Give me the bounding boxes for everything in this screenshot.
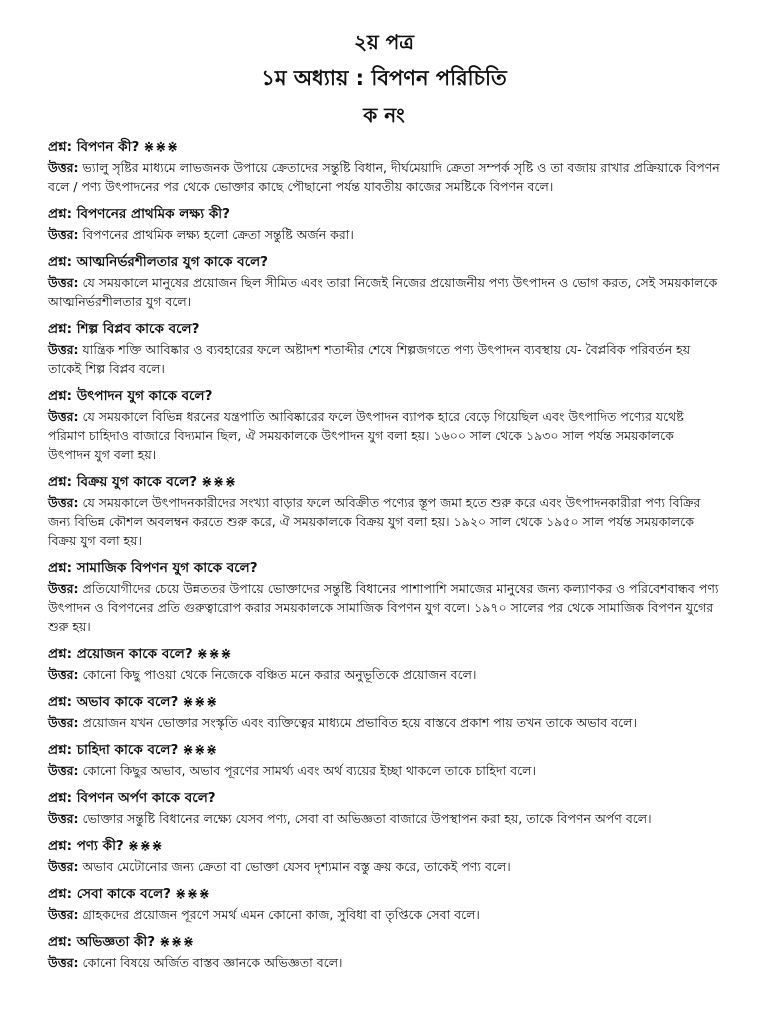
answer-prefix: উত্তর: — [48, 409, 79, 425]
qa-item — [48, 692, 720, 732]
question — [48, 386, 720, 407]
question — [48, 204, 720, 225]
answer-prefix: উত্তর: — [48, 227, 79, 243]
importance-stars: ⋇⋇⋇ — [127, 838, 164, 855]
question-prefix: প্রশ্ন: — [48, 790, 72, 807]
qa-item — [48, 204, 720, 244]
question — [48, 252, 720, 273]
answer-text: কোনো কিছুর অভাব, অভাব পূরণের সামর্থ্য এবং অর্থ ব্যয়ের ইচ্ছা থাকলে তাকে চাহিদা বলে। — [82, 763, 536, 779]
answer-prefix: উত্তর: — [48, 160, 79, 176]
answer-prefix: উত্তর: — [48, 275, 79, 291]
question-prefix: প্রশ্ন: — [48, 742, 72, 759]
answer — [48, 713, 720, 732]
answer — [48, 225, 720, 244]
qa-item — [48, 319, 720, 378]
question-prefix: প্রশ্ন: — [48, 474, 72, 491]
question — [48, 932, 720, 953]
answer — [48, 905, 720, 924]
qa-item — [48, 252, 720, 311]
importance-stars: ⋇⋇⋇ — [182, 694, 218, 711]
question-text: সেবা কাকে বলে? — [76, 886, 171, 903]
question-text: সামাজিক বিপণন যুগ কাকে বলে? — [76, 560, 258, 577]
qa-item — [48, 884, 720, 924]
answer-prefix: উত্তর: — [48, 859, 79, 875]
question — [48, 319, 720, 340]
answer — [48, 665, 720, 684]
answer-prefix: উত্তর: — [48, 342, 79, 358]
question-prefix: প্রশ্ন: — [48, 388, 72, 405]
answer-text: প্রতিযোগীদের চেয়ে উন্নততর উপায়ে ভোক্তাদের সন্তুষ্টি বিধানের পাশাপাশি সমাজের মানুষের জন্য কল্যাণকর ও পরিবেশবান্ধব পণ্য উৎপাদন ও বিপণনের প্রতি গুরুত্বারোপ করার সময়কালকে সামাজিক বিপণন যুগ বলে। ১৯৭০ সালের পর থেকে সামাজিক বিপণন যুগের শুরু হয়। — [48, 581, 719, 635]
importance-stars: ⋇⋇⋇ — [182, 742, 218, 759]
qa-item — [48, 386, 720, 464]
importance-stars: ⋇⋇⋇ — [159, 934, 195, 951]
answer-text: কোনো বিষয়ে অর্জিত বাস্তব জ্ঞানকে অভিজ্ঞতা বলে। — [82, 955, 343, 971]
answer — [48, 857, 720, 876]
question-text: বিপণনের প্রাথমিক লক্ষ্য কী? — [76, 206, 230, 223]
question-prefix: প্রশ্ন: — [48, 934, 72, 951]
question-prefix: প্রশ্ন: — [48, 838, 72, 855]
answer-text: ভোক্তার সন্তুষ্টি বিধানের লক্ষ্যে যেসব পণ্য, সেবা বা অভিজ্ঞতা বাজারে উপস্থাপন করা হয়, তাকে বিপণন অর্পণ বলে। — [82, 811, 652, 827]
question-text: পণ্য কী? — [76, 838, 124, 855]
answer-text: কোনো কিছু পাওয়া থেকে নিজেকে বঞ্চিত মনে করার অনুভূতিকে প্রয়োজন বলে। — [82, 667, 477, 683]
qa-item — [48, 788, 720, 828]
qa-item — [48, 472, 720, 550]
question-prefix: প্রশ্ন: — [48, 886, 72, 903]
answer — [48, 953, 720, 972]
question-text: বিক্রয় যুগ কাকে বলে? — [76, 474, 198, 491]
question-text: অভিজ্ঞতা কী? — [76, 934, 156, 951]
qa-item — [48, 137, 720, 196]
qa-item — [48, 740, 720, 780]
question-prefix: প্রশ্ন: — [48, 139, 72, 156]
question-text: বিপণন অর্পণ কাকে বলে? — [76, 790, 216, 807]
answer — [48, 493, 720, 550]
question-text: আত্মনির্ভরশীলতার যুগ কাকে বলে? — [76, 254, 269, 271]
answer — [48, 340, 720, 378]
qa-item — [48, 644, 720, 684]
qa-item — [48, 836, 720, 876]
answer-prefix: উত্তর: — [48, 811, 79, 827]
answer-prefix: উত্তর: — [48, 763, 79, 779]
qa-list — [48, 137, 720, 972]
question — [48, 692, 720, 713]
answer-text: বিপণনের প্রাথমিক লক্ষ্য হলো ক্রেতা সন্তুষ্টি অর্জন করা। — [82, 227, 354, 243]
answer-text: যে সময়কালে উৎপাদনকারীদের সংখ্যা বাড়ার ফলে অবিক্রীত পণ্যের স্তূপ জমা হতে শুরু করে এবং উৎপাদনকারীরা পণ্য বিক্রির জন্য বিভিন্ন কৌশল অবলম্বন করতে শুরু করে, ঐ সময়কালকে বিক্রয় যুগ বলা হয়। ১৯২০ সাল থেকে ১৯৫০ সাল পর্যন্ত সময়কালকে বিক্রয় যুগ বলা হয়। — [48, 495, 701, 549]
question — [48, 472, 720, 493]
answer-text: যান্ত্রিক শক্তি আবিষ্কার ও ব্যবহারের ফলে অষ্টাদশ শতাব্দীর শেষে শিল্পজগতে পণ্য উৎপাদন ব্যবস্থায় যে- বৈপ্লবিক পরিবর্তন হয় তাকেই শিল্প বিপ্লব বলে। — [48, 342, 691, 377]
answer-prefix: উত্তর: — [48, 715, 79, 731]
question — [48, 137, 720, 158]
answer-prefix: উত্তর: — [48, 955, 79, 971]
question — [48, 740, 720, 761]
question-text: অভাব কাকে বলে? — [76, 694, 179, 711]
answer — [48, 809, 720, 828]
question — [48, 836, 720, 857]
question-prefix: প্রশ্ন: — [48, 694, 72, 711]
answer-prefix: উত্তর: — [48, 907, 79, 923]
question — [48, 884, 720, 905]
importance-stars: ⋇⋇⋇ — [196, 646, 233, 663]
question — [48, 788, 720, 809]
answer-text: যে সময়কালে মানুষের প্রয়োজন ছিল সীমিত এবং তারা নিজেই নিজের প্রয়োজনীয় পণ্য উৎপাদন ও ভোগ করত, সেই সময়কালকে আত্মনির্ভরশীলতার যুগ বলে। — [48, 275, 718, 310]
question-prefix: প্রশ্ন: — [48, 206, 72, 223]
qa-item — [48, 932, 720, 972]
answer — [48, 407, 720, 464]
importance-stars: ⋇⋇⋇ — [201, 474, 237, 491]
answer-prefix: উত্তর: — [48, 667, 79, 683]
question-text: শিল্প বিপ্লব কাকে বলে? — [76, 321, 200, 338]
answer-prefix: উত্তর: — [48, 495, 79, 511]
question-prefix: প্রশ্ন: — [48, 254, 72, 271]
answer — [48, 273, 720, 311]
question-prefix: প্রশ্ন: — [48, 560, 72, 577]
answer — [48, 579, 720, 636]
importance-stars: ⋇⋇⋇ — [143, 139, 179, 156]
answer-text: যে সময়কালে বিভিন্ন ধরনের যন্ত্রপাতি আবিষ্কারের ফলে উৎপাদন ব্যাপক হারে বেড়ে গিয়েছিল এবং উৎপাদিত পণ্যের যথেষ্ট পরিমাণ চাহিদাও বাজারে বিদ্যমান ছিল, ঐ সময়কালকে উৎপাদন যুগ বলা হয়। ১৬০০ সাল থেকে ১৯৩০ সাল পর্যন্ত সময়কালকে উৎপাদন যুগ বলা হয়। — [48, 409, 684, 463]
answer-text: গ্রাহকদের প্রয়োজন পূরণে সমর্থ এমন কোনো কাজ, সুবিধা বা তৃপ্তিকে সেবা বলে। — [82, 907, 480, 923]
qa-item — [48, 558, 720, 636]
question — [48, 558, 720, 579]
question — [48, 644, 720, 665]
answer — [48, 761, 720, 780]
chapter-title: ১ম অধ্যায় : বিপণন পরিচিতি — [261, 66, 507, 90]
answer-prefix: উত্তর: — [48, 581, 79, 597]
question-text: প্রয়োজন কাকে বলে? — [76, 646, 193, 663]
answer-text: প্রয়োজন যখন ভোক্তার সংস্কৃতি এবং ব্যক্তিত্বের মাধ্যমে প্রভাবিত হয়ে বাস্তবে প্রকাশ পায় তখন তাকে অভাব বলে। — [82, 715, 637, 731]
question-text: চাহিদা কাকে বলে? — [76, 742, 179, 759]
importance-stars: ⋇⋇⋇ — [174, 886, 211, 903]
question-prefix: প্রশ্ন: — [48, 321, 72, 338]
question-prefix: প্রশ্ন: — [48, 646, 72, 663]
answer-text: অভাব মেটোনোর জন্য ক্রেতা বা ভোক্তা যেসব দৃশ্যমান বস্তু ক্রয় করে, তাকেই পণ্য বলে। — [82, 859, 511, 875]
answer-text: ভ্যালু সৃষ্টির মাধ্যমে লাভজনক উপায়ে ক্রেতাদের সন্তুষ্টি বিধান, দীর্ঘমেয়াদি ক্রেতা সম্পর্ক সৃষ্টি ও তা বজায় রাখার প্রক্রিয়াকে বিপণন বলে / পণ্য উৎপাদনের পর থেকে ভোক্তার কাছে পৌছানো পর্যন্ত যাবতীয় কাজের সমষ্টিকে বিপণন বলে। — [48, 160, 720, 195]
paper-label: ২য় পত্র — [353, 30, 415, 54]
answer — [48, 158, 720, 196]
section-label: ক নং — [363, 103, 405, 128]
document-header — [48, 30, 720, 127]
question-text: উৎপাদন যুগ কাকে বলে? — [76, 388, 213, 405]
question-text: বিপণন কী? — [76, 139, 140, 156]
